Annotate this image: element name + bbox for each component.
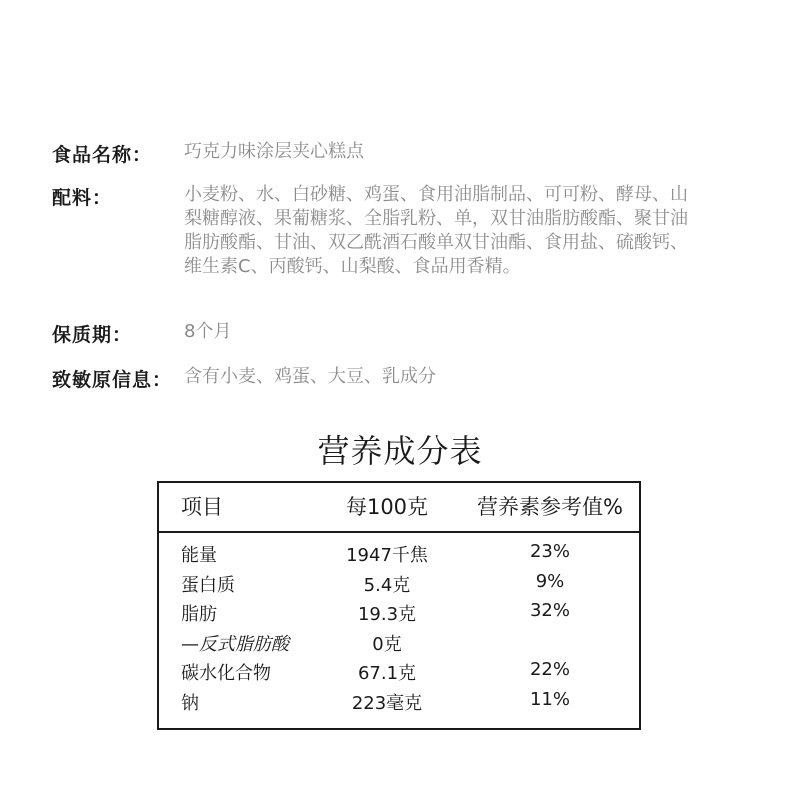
cell-nrv: 32% [529, 600, 570, 621]
cell-nrv: 23% [529, 541, 570, 562]
cell-nrv: 11% [529, 689, 570, 710]
allergen-label: 致敏原信息： [52, 369, 173, 391]
cell-item: 脂肪 [181, 604, 217, 625]
cell-item: 能量 [181, 545, 217, 566]
table-row [159, 600, 639, 630]
ingredients-line: 脂肪酸酯、甘油、双乙酰酒石酸单双甘油酯、食用盐、硫酸钙、 [184, 232, 688, 253]
food-name-label: 食品名称： [52, 144, 153, 166]
cell-per100g: 5.4克 [363, 575, 411, 596]
table-row [159, 630, 639, 660]
food-name-value: 巧克力味涂层夹心糕点 [184, 141, 364, 162]
table-row [159, 541, 639, 571]
cell-per100g: 67.1克 [357, 663, 417, 684]
nutrition-title: 营养成分表 [317, 432, 483, 470]
table-row [159, 689, 639, 719]
cell-per100g: 223毫克 [351, 693, 423, 714]
header-per100g: 每100克 [345, 495, 429, 519]
cell-item: 钠 [181, 693, 199, 714]
shelf-life-value: 8个月 [184, 321, 232, 342]
ingredients-line: 梨糖醇液、果葡糖浆、全脂乳粉、单，双甘油脂肪酸酯、聚甘油 [184, 208, 688, 229]
cell-item: 碳水化合物 [181, 663, 271, 684]
cell-per100g: 19.3克 [357, 604, 417, 625]
table-row [159, 659, 639, 689]
allergen-value: 含有小麦、鸡蛋、大豆、乳成分 [184, 366, 436, 387]
cell-per100g: 1947千焦 [346, 545, 428, 566]
header-item: 项目 [181, 495, 223, 519]
ingredients-line: 维生素C、丙酸钙、山梨酸、食品用香精。 [184, 256, 521, 277]
table-row [159, 571, 639, 601]
shelf-life-label: 保质期： [52, 324, 133, 346]
ingredients-value [184, 183, 744, 279]
ingredients-line: 小麦粉、水、白砂糖、鸡蛋、食用油脂制品、可可粉、酵母、山 [184, 184, 688, 205]
ingredients-label: 配料： [52, 187, 113, 209]
cell-item: 蛋白质 [181, 575, 235, 596]
header-nrv: 营养素参考值% [477, 495, 623, 519]
table-header [159, 483, 639, 533]
cell-nrv: 22% [529, 659, 570, 680]
cell-item: —反式脂肪酸 [181, 634, 289, 655]
nutrition-table [157, 481, 641, 730]
cell-nrv: 9% [535, 571, 565, 592]
cell-per100g: 0克 [372, 634, 402, 655]
